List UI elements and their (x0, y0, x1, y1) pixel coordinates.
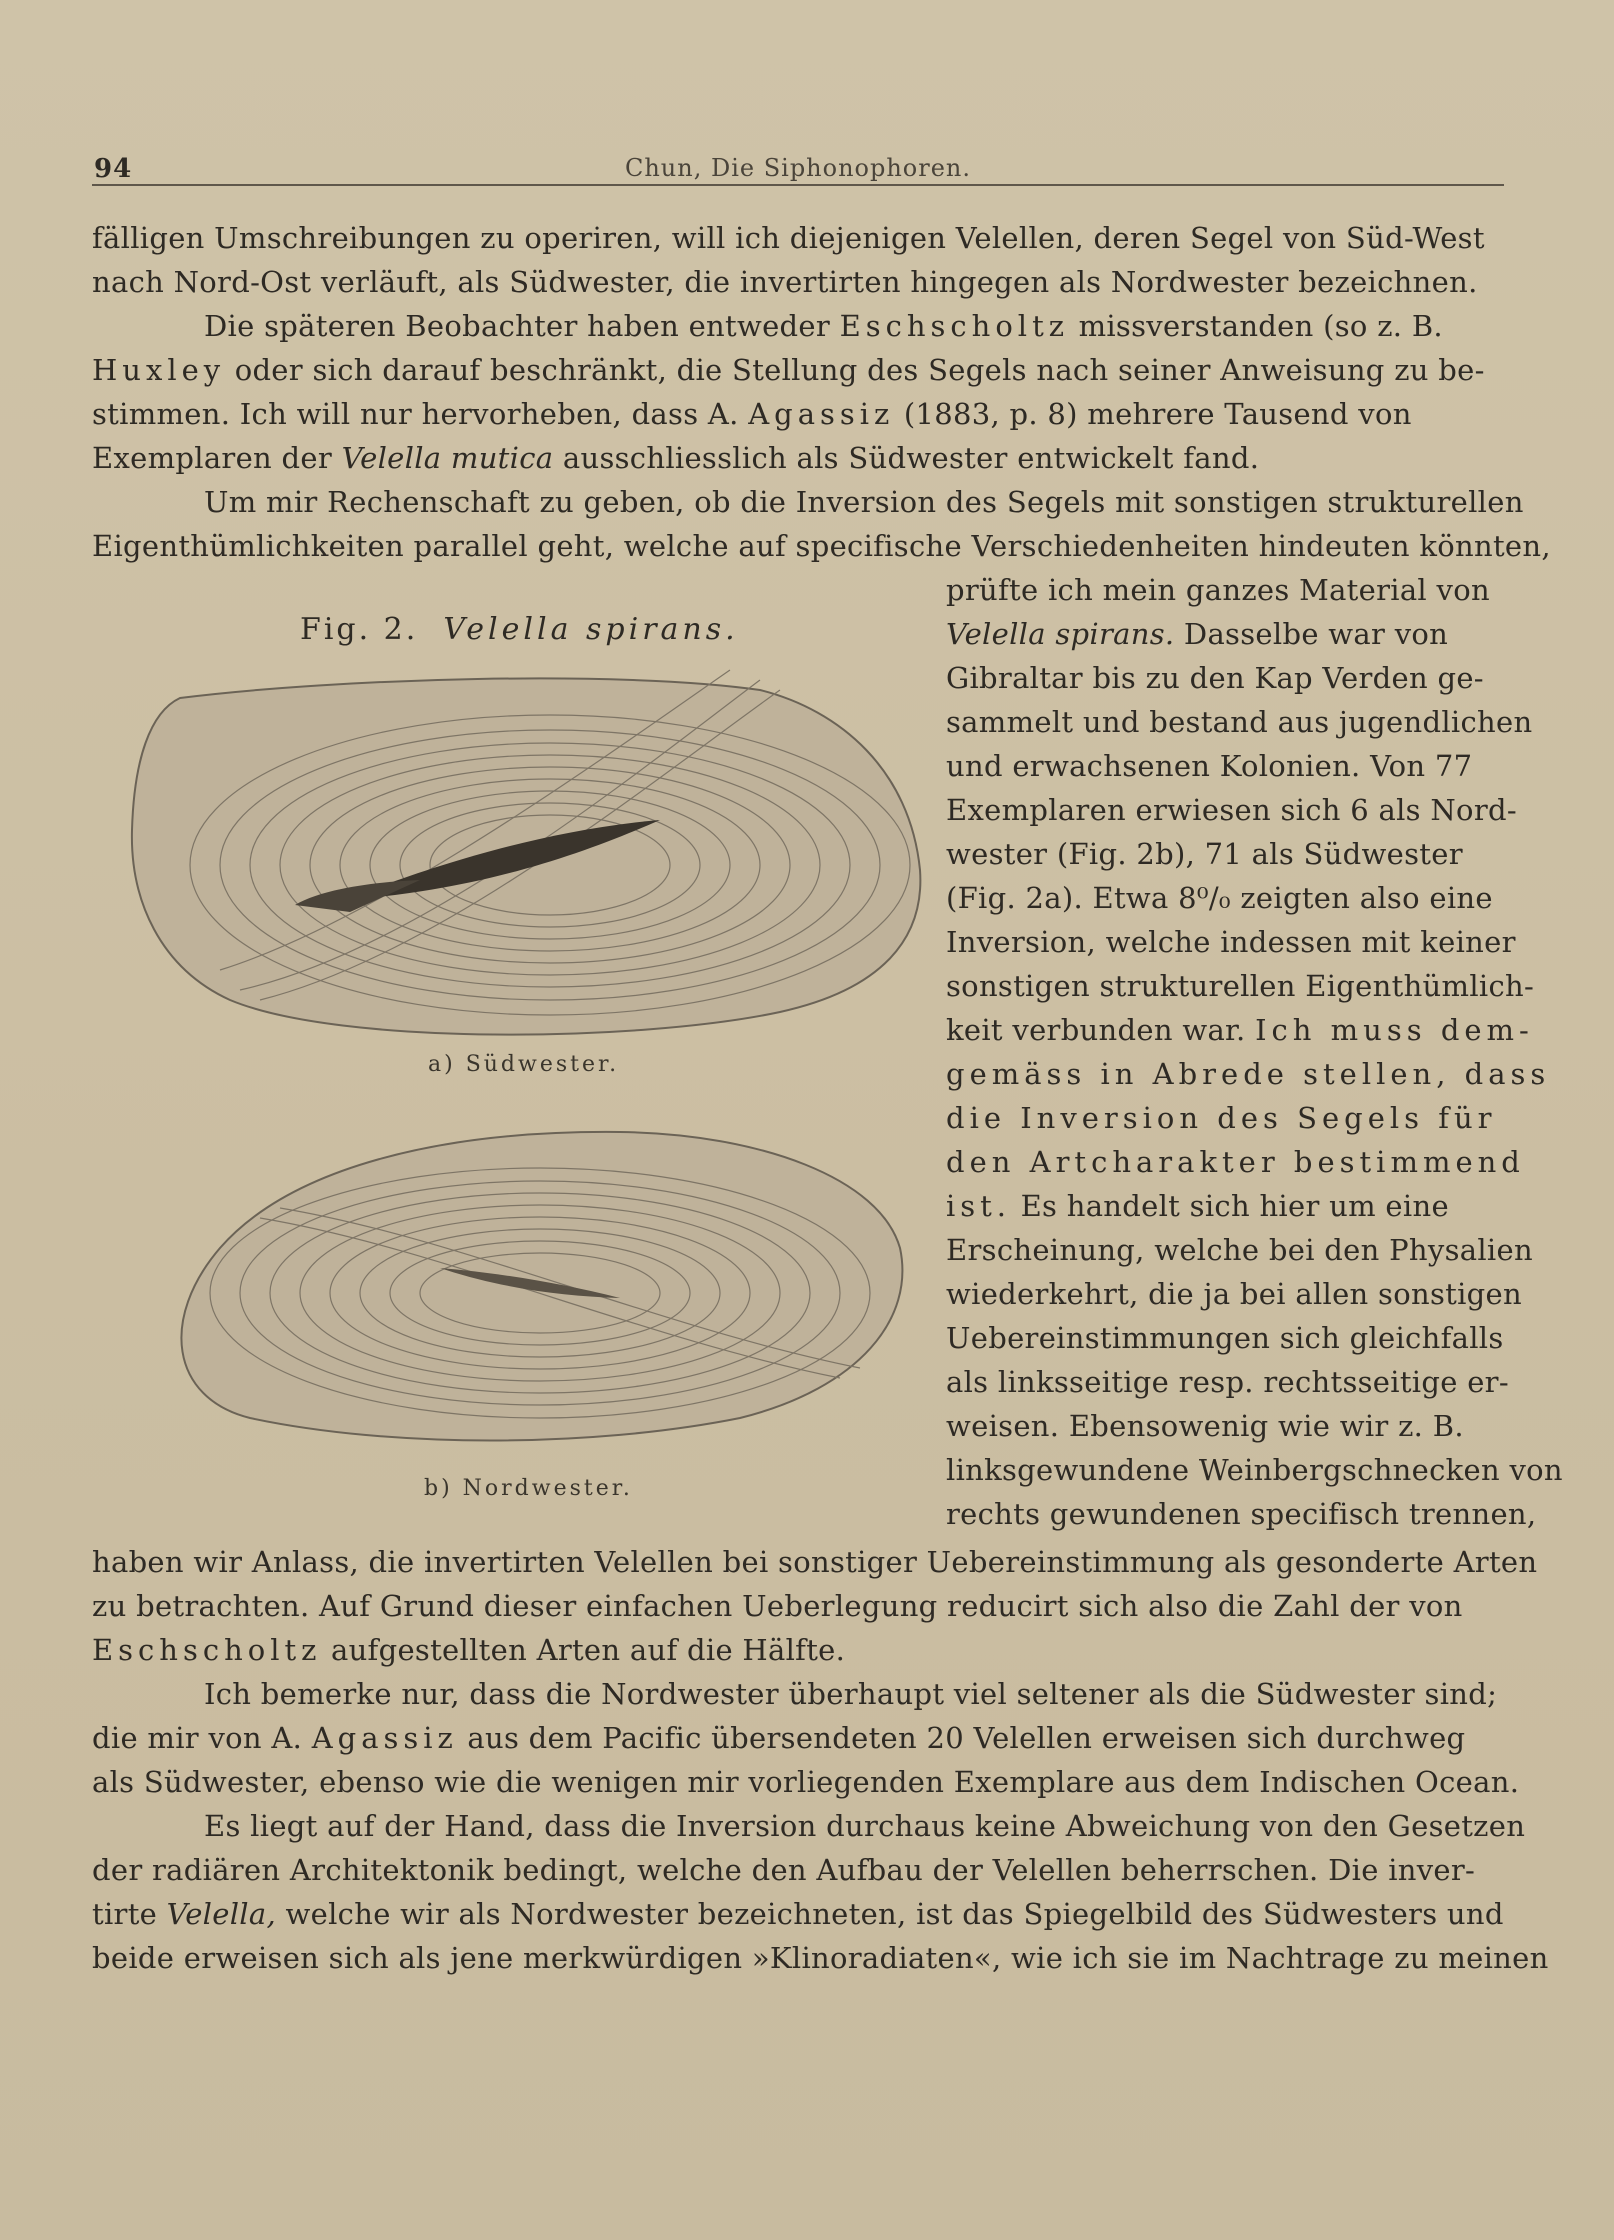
text-line: haben wir Anlass, die invertirten Velellen bei sonstiger Uebereinstimmung als gesonderte Arten (92, 1545, 1538, 1579)
text-line: die Inversion des Segels für (946, 1101, 1497, 1135)
text-line: wester (Fig. 2b), 71 als Südwester (946, 837, 1463, 871)
figure-a-suedwester (120, 650, 930, 1050)
text-line: nach Nord-Ost verläuft, als Südwester, die invertirten hingegen als Nordwester bezeichnen. (92, 265, 1478, 299)
text-line: die mir von A. Agassiz aus dem Pacific übersendeten 20 Velellen erweisen sich durchweg (92, 1721, 1466, 1755)
text-line: Eigenthümlichkeiten parallel geht, welche auf specifische Verschiedenheiten hindeuten könnten, (92, 529, 1551, 563)
text-line: Erscheinung, welche bei den Physalien (946, 1233, 1533, 1267)
author-name: Agassiz (748, 397, 895, 431)
text-line: weisen. Ebensowenig wie wir z. B. (946, 1409, 1464, 1443)
text-line: zu betrachten. Auf Grund dieser einfachen Ueberlegung reducirt sich also die Zahl der von (92, 1589, 1463, 1623)
running-title: Chun, Die Siphonophoren. (624, 154, 972, 182)
text-line: Inversion, welche indessen mit keiner (946, 925, 1516, 959)
caption-a: a) Südwester. (428, 1052, 620, 1077)
text-fragment: Die späteren Beobachter haben entweder (204, 309, 831, 343)
text-line: den Artcharakter bestimmend (946, 1145, 1525, 1179)
text-line: gemäss in Abrede stellen, dass (946, 1057, 1551, 1091)
running-header (92, 150, 1504, 186)
author-name: Huxley (92, 353, 226, 387)
species-name: Velella spirans. (946, 617, 1175, 651)
text-line (92, 306, 1512, 346)
text-line: sammelt und bestand aus jugendlichen (946, 705, 1533, 739)
text-line (92, 438, 1512, 478)
text-line: Ich bemerke nur, dass die Nordwester überhaupt viel seltener als die Südwester sind; (204, 1677, 1498, 1711)
text-line: wiederkehrt, die ja bei allen sonstigen (946, 1277, 1522, 1311)
text-fragment: missverstanden (so z. B. (1078, 309, 1443, 343)
text-line: als linksseitige resp. rechtsseitige er- (946, 1365, 1509, 1399)
text-line: ist. Es handelt sich hier um eine (946, 1189, 1449, 1223)
text-fragment: ausschliesslich als Südwester entwickelt fand. (562, 441, 1260, 475)
author-name: Agassiz (311, 1721, 458, 1755)
text-line: Uebereinstimmungen sich gleichfalls (946, 1321, 1504, 1355)
text-line: beide erweisen sich als jene merkwürdigen »Klinoradiaten«, wie ich sie im Nachtrage zu meinen (92, 1941, 1549, 1975)
text-line: keit verbunden war. Ich muss dem- (946, 1013, 1534, 1047)
text-line: sonstigen strukturellen Eigenthümlich- (946, 969, 1535, 1003)
text-line: und erwachsenen Kolonien. Von 77 (946, 749, 1473, 783)
species-name: Velella, (166, 1897, 276, 1931)
author-name: Eschscholtz (92, 1633, 322, 1667)
text-line: Velella spirans. Dasselbe war von (946, 617, 1449, 651)
text-line: linksgewundene Weinbergschnecken von (946, 1453, 1563, 1487)
text-line: tirte Velella, welche wir als Nordwester bezeichneten, ist das Spiegelbild des Südwesters und (92, 1897, 1504, 1931)
caption-b: b) Nordwester. (424, 1476, 633, 1501)
text-line (92, 350, 1512, 390)
text-line: der radiären Architektonik bedingt, welche den Aufbau der Velellen beherrschen. Die inver- (92, 1853, 1476, 1887)
text-line: Um mir Rechenschaft zu geben, ob die Inversion des Segels mit sonstigen strukturellen (204, 485, 1524, 519)
text-line: prüfte ich mein ganzes Material von (946, 573, 1490, 607)
figure-b-nordwester (140, 1118, 930, 1458)
author-name: Eschscholtz (839, 309, 1070, 343)
text-fragment: stimmen. Ich will nur hervorheben, dass A. (92, 397, 739, 431)
species-name: Velella mutica (341, 441, 554, 475)
text-fragment: (1883, p. 8) mehrere Tausend von (903, 397, 1412, 431)
figure-species: Velella spirans. (443, 612, 739, 647)
text-fragment: oder sich darauf beschränkt, die Stellung des Segels nach seiner Anweisung zu be- (234, 353, 1485, 387)
page-number: 94 (94, 154, 133, 184)
figure-title: Fig. 2. Velella spirans. (300, 612, 739, 647)
text-line: Exemplaren erwiesen sich 6 als Nord- (946, 793, 1517, 827)
text-line: (Fig. 2a). Etwa 8⁰/₀ zeigten also eine (946, 881, 1493, 915)
text-line: als Südwester, ebenso wie die wenigen mir vorliegenden Exemplare aus dem Indischen Ocean. (92, 1765, 1520, 1799)
text-line: Es liegt auf der Hand, dass die Inversion durchaus keine Abweichung von den Gesetzen (204, 1809, 1526, 1843)
text-line: Eschscholtz aufgestellten Arten auf die Hälfte. (92, 1633, 846, 1667)
text-line: Gibraltar bis zu den Kap Verden ge- (946, 661, 1484, 695)
text-line (92, 394, 1512, 434)
text-fragment: Exemplaren der (92, 441, 333, 475)
text-line: fälligen Umschreibungen zu operiren, will ich diejenigen Velellen, deren Segel von Süd-West (92, 221, 1485, 255)
text-line: rechts gewundenen specifisch trennen, (946, 1497, 1537, 1531)
